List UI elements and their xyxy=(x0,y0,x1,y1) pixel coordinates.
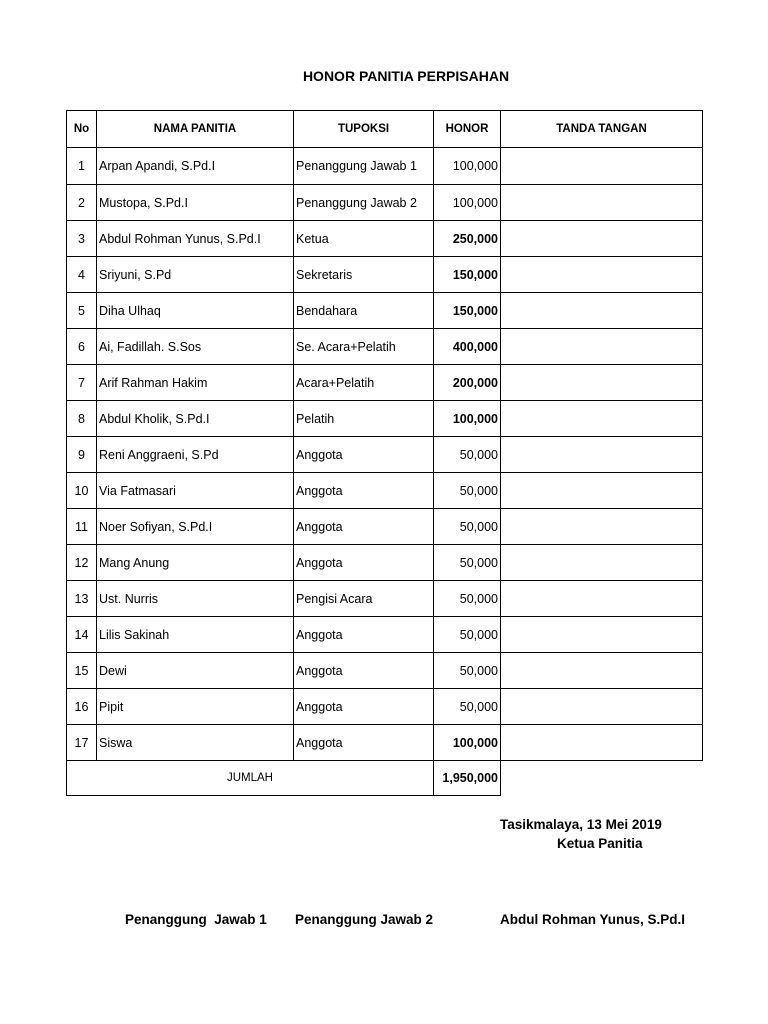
table-row xyxy=(67,329,703,365)
row-no: 2 xyxy=(67,185,97,221)
row-signature xyxy=(501,401,703,437)
row-honor: 200,000 xyxy=(434,365,501,401)
table-row xyxy=(67,221,703,257)
row-honor: 50,000 xyxy=(434,473,501,509)
row-signature xyxy=(501,185,703,221)
table-row xyxy=(67,617,703,653)
signatory-1: Penanggung Jawab 1 xyxy=(125,912,267,927)
row-task: Anggota xyxy=(294,617,434,653)
row-name: Ai, Fadillah. S.Sos xyxy=(97,329,294,365)
place-date: Tasikmalaya, 13 Mei 2019 xyxy=(500,817,662,832)
row-signature xyxy=(501,293,703,329)
row-honor: 150,000 xyxy=(434,257,501,293)
row-no: 1 xyxy=(67,148,97,185)
row-honor: 50,000 xyxy=(434,581,501,617)
row-name: Mustopa, S.Pd.I xyxy=(97,185,294,221)
row-task: Sekretaris xyxy=(294,257,434,293)
row-no: 5 xyxy=(67,293,97,329)
header-honor: HONOR xyxy=(434,111,501,148)
row-no: 9 xyxy=(67,437,97,473)
row-task: Anggota xyxy=(294,653,434,689)
table-row xyxy=(67,545,703,581)
header-no: No xyxy=(67,111,97,148)
total-value: 1,950,000 xyxy=(434,761,501,796)
row-honor: 100,000 xyxy=(434,148,501,185)
row-honor: 250,000 xyxy=(434,221,501,257)
table-row xyxy=(67,581,703,617)
total-row xyxy=(67,761,703,796)
row-no: 17 xyxy=(67,725,97,761)
row-honor: 100,000 xyxy=(434,725,501,761)
document-title: HONOR PANITIA PERPISAHAN xyxy=(302,68,510,84)
row-signature xyxy=(501,725,703,761)
row-no: 13 xyxy=(67,581,97,617)
chairman-role: Ketua Panitia xyxy=(557,836,643,851)
row-name: Diha Ulhaq xyxy=(97,293,294,329)
table-row xyxy=(67,185,703,221)
row-name: Sriyuni, S.Pd xyxy=(97,257,294,293)
row-no: 14 xyxy=(67,617,97,653)
table-row xyxy=(67,293,703,329)
header-name: NAMA PANITIA xyxy=(97,111,294,148)
row-signature xyxy=(501,617,703,653)
table-row xyxy=(67,257,703,293)
row-honor: 100,000 xyxy=(434,185,501,221)
row-no: 11 xyxy=(67,509,97,545)
row-name: Abdul Rohman Yunus, S.Pd.I xyxy=(97,221,294,257)
row-signature xyxy=(501,545,703,581)
row-no: 4 xyxy=(67,257,97,293)
row-name: Noer Sofiyan, S.Pd.I xyxy=(97,509,294,545)
row-name: Ust. Nurris xyxy=(97,581,294,617)
row-name: Mang Anung xyxy=(97,545,294,581)
row-name: Via Fatmasari xyxy=(97,473,294,509)
row-honor: 50,000 xyxy=(434,689,501,725)
signatory-3: Abdul Rohman Yunus, S.Pd.I xyxy=(500,912,686,927)
row-no: 15 xyxy=(67,653,97,689)
row-signature xyxy=(501,509,703,545)
row-honor: 150,000 xyxy=(434,293,501,329)
row-signature xyxy=(501,581,703,617)
row-no: 3 xyxy=(67,221,97,257)
row-task: Anggota xyxy=(294,545,434,581)
row-signature xyxy=(501,689,703,725)
row-task: Pelatih xyxy=(294,401,434,437)
table-row xyxy=(67,365,703,401)
row-task: Se. Acara+Pelatih xyxy=(294,329,434,365)
row-name: Reni Anggraeni, S.Pd xyxy=(97,437,294,473)
table-row xyxy=(67,725,703,761)
row-task: Pengisi Acara xyxy=(294,581,434,617)
row-signature xyxy=(501,148,703,185)
row-signature xyxy=(501,257,703,293)
signatory-2: Penanggung Jawab 2 xyxy=(295,912,434,927)
row-signature xyxy=(501,437,703,473)
row-task: Penanggung Jawab 1 xyxy=(294,148,434,185)
table-row xyxy=(67,473,703,509)
row-signature xyxy=(501,653,703,689)
row-no: 16 xyxy=(67,689,97,725)
row-name: Dewi xyxy=(97,653,294,689)
row-task: Anggota xyxy=(294,725,434,761)
table-row xyxy=(67,148,703,185)
header-signature: TANDA TANGAN xyxy=(501,111,703,148)
total-empty-cell xyxy=(501,761,703,796)
row-name: Lilis Sakinah xyxy=(97,617,294,653)
row-task: Anggota xyxy=(294,473,434,509)
row-honor: 50,000 xyxy=(434,653,501,689)
row-honor: 50,000 xyxy=(434,617,501,653)
row-task: Anggota xyxy=(294,437,434,473)
row-task: Bendahara xyxy=(294,293,434,329)
row-task: Acara+Pelatih xyxy=(294,365,434,401)
honor-table xyxy=(66,110,703,796)
row-no: 6 xyxy=(67,329,97,365)
row-honor: 50,000 xyxy=(434,545,501,581)
row-task: Ketua xyxy=(294,221,434,257)
row-no: 7 xyxy=(67,365,97,401)
total-label: JUMLAH xyxy=(67,761,434,796)
table-row xyxy=(67,689,703,725)
row-signature xyxy=(501,329,703,365)
table-row xyxy=(67,653,703,689)
header-task: TUPOKSI xyxy=(294,111,434,148)
row-name: Arif Rahman Hakim xyxy=(97,365,294,401)
row-task: Penanggung Jawab 2 xyxy=(294,185,434,221)
row-name: Arpan Apandi, S.Pd.I xyxy=(97,148,294,185)
row-signature xyxy=(501,365,703,401)
row-task: Anggota xyxy=(294,689,434,725)
row-honor: 100,000 xyxy=(434,401,501,437)
table-row xyxy=(67,437,703,473)
row-task: Anggota xyxy=(294,509,434,545)
table-row xyxy=(67,401,703,437)
row-name: Siswa xyxy=(97,725,294,761)
row-no: 10 xyxy=(67,473,97,509)
table-body xyxy=(67,148,703,761)
row-signature xyxy=(501,221,703,257)
row-name: Abdul Kholik, S.Pd.I xyxy=(97,401,294,437)
row-honor: 50,000 xyxy=(434,509,501,545)
row-signature xyxy=(501,473,703,509)
row-honor: 50,000 xyxy=(434,437,501,473)
row-name: Pipit xyxy=(97,689,294,725)
table-row xyxy=(67,509,703,545)
row-honor: 400,000 xyxy=(434,329,501,365)
row-no: 8 xyxy=(67,401,97,437)
table-header-row xyxy=(67,111,703,148)
row-no: 12 xyxy=(67,545,97,581)
